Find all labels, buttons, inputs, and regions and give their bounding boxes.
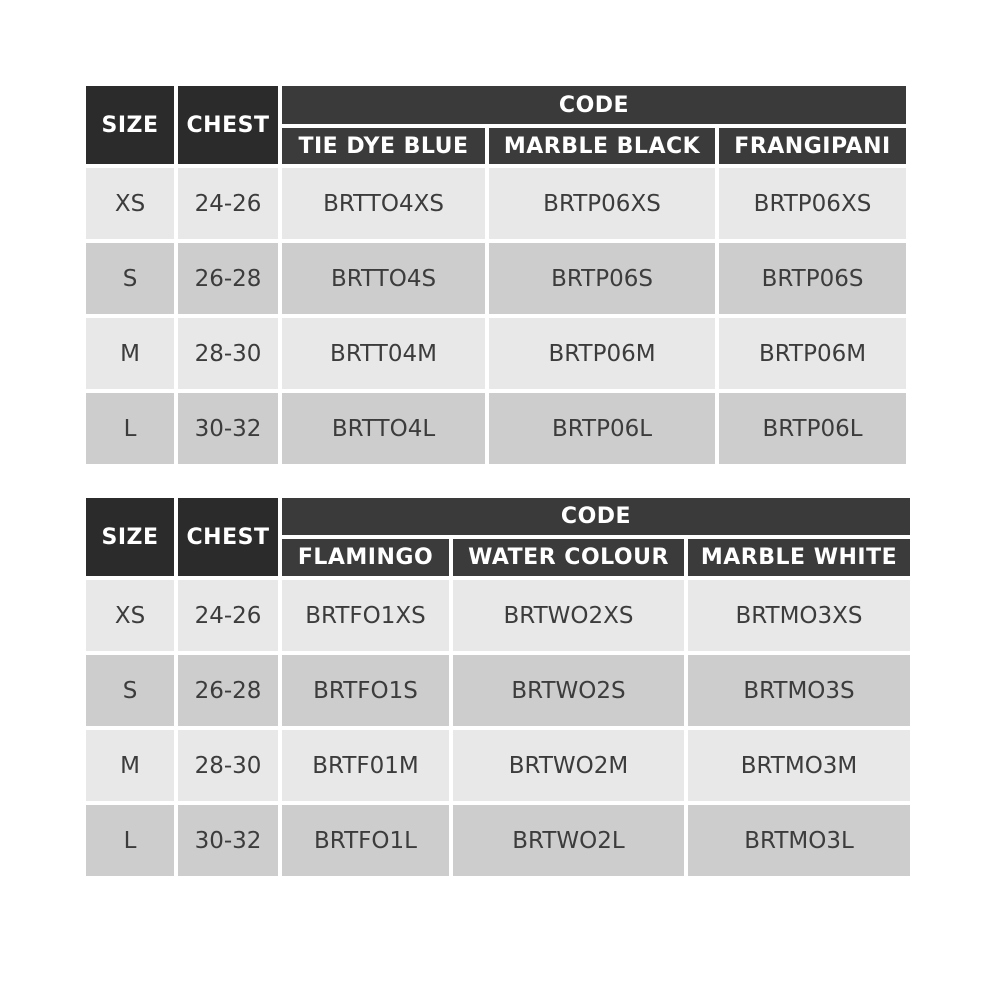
cell-code: BRTWO2XS: [453, 580, 684, 651]
cell-chest: 26-28: [178, 655, 278, 726]
cell-chest: 28-30: [178, 318, 278, 389]
cell-code: BRTP06L: [489, 393, 715, 464]
header-code: CODE: [282, 86, 906, 124]
header-color-flamingo: FLAMINGO: [282, 539, 449, 576]
cell-size: S: [86, 655, 174, 726]
cell-code: BRTWO2S: [453, 655, 684, 726]
cell-size: L: [86, 805, 174, 876]
cell-code: BRTP06XS: [489, 168, 715, 239]
cell-code: BRTP06M: [719, 318, 906, 389]
header-size: SIZE: [86, 86, 174, 164]
cell-chest: 24-26: [178, 168, 278, 239]
cell-code: BRTP06M: [489, 318, 715, 389]
cell-size: M: [86, 730, 174, 801]
cell-code: BRTP06S: [719, 243, 906, 314]
cell-size: L: [86, 393, 174, 464]
cell-chest: 26-28: [178, 243, 278, 314]
cell-chest: 28-30: [178, 730, 278, 801]
cell-size: XS: [86, 580, 174, 651]
cell-chest: 24-26: [178, 580, 278, 651]
cell-code: BRTF01M: [282, 730, 449, 801]
header-color-water-colour: WATER COLOUR: [453, 539, 684, 576]
header-code: CODE: [282, 498, 910, 535]
header-chest: CHEST: [178, 498, 278, 576]
cell-code: BRTMO3M: [688, 730, 910, 801]
size-chart-table-2: [86, 498, 914, 878]
header-color-marble-black: MARBLE BLACK: [489, 128, 715, 164]
header-color-marble-white: MARBLE WHITE: [688, 539, 910, 576]
cell-code: BRTMO3S: [688, 655, 910, 726]
cell-size: M: [86, 318, 174, 389]
cell-code: BRTFO1XS: [282, 580, 449, 651]
cell-size: XS: [86, 168, 174, 239]
cell-code: BRTWO2L: [453, 805, 684, 876]
cell-chest: 30-32: [178, 393, 278, 464]
header-color-frangipani: FRANGIPANI: [719, 128, 906, 164]
cell-code: BRTMO3L: [688, 805, 910, 876]
cell-code: BRTFO1L: [282, 805, 449, 876]
cell-code: BRTFO1S: [282, 655, 449, 726]
header-chest: CHEST: [178, 86, 278, 164]
cell-code: BRTP06S: [489, 243, 715, 314]
cell-chest: 30-32: [178, 805, 278, 876]
cell-code: BRTP06XS: [719, 168, 906, 239]
cell-code: BRTTO4L: [282, 393, 485, 464]
cell-code: BRTTO4XS: [282, 168, 485, 239]
cell-code: BRTTO4S: [282, 243, 485, 314]
header-color-tie-dye-blue: TIE DYE BLUE: [282, 128, 485, 164]
cell-code: BRTP06L: [719, 393, 906, 464]
size-chart-table-1: [86, 86, 914, 466]
cell-size: S: [86, 243, 174, 314]
cell-code: BRTT04M: [282, 318, 485, 389]
cell-code: BRTMO3XS: [688, 580, 910, 651]
cell-code: BRTWO2M: [453, 730, 684, 801]
header-size: SIZE: [86, 498, 174, 576]
